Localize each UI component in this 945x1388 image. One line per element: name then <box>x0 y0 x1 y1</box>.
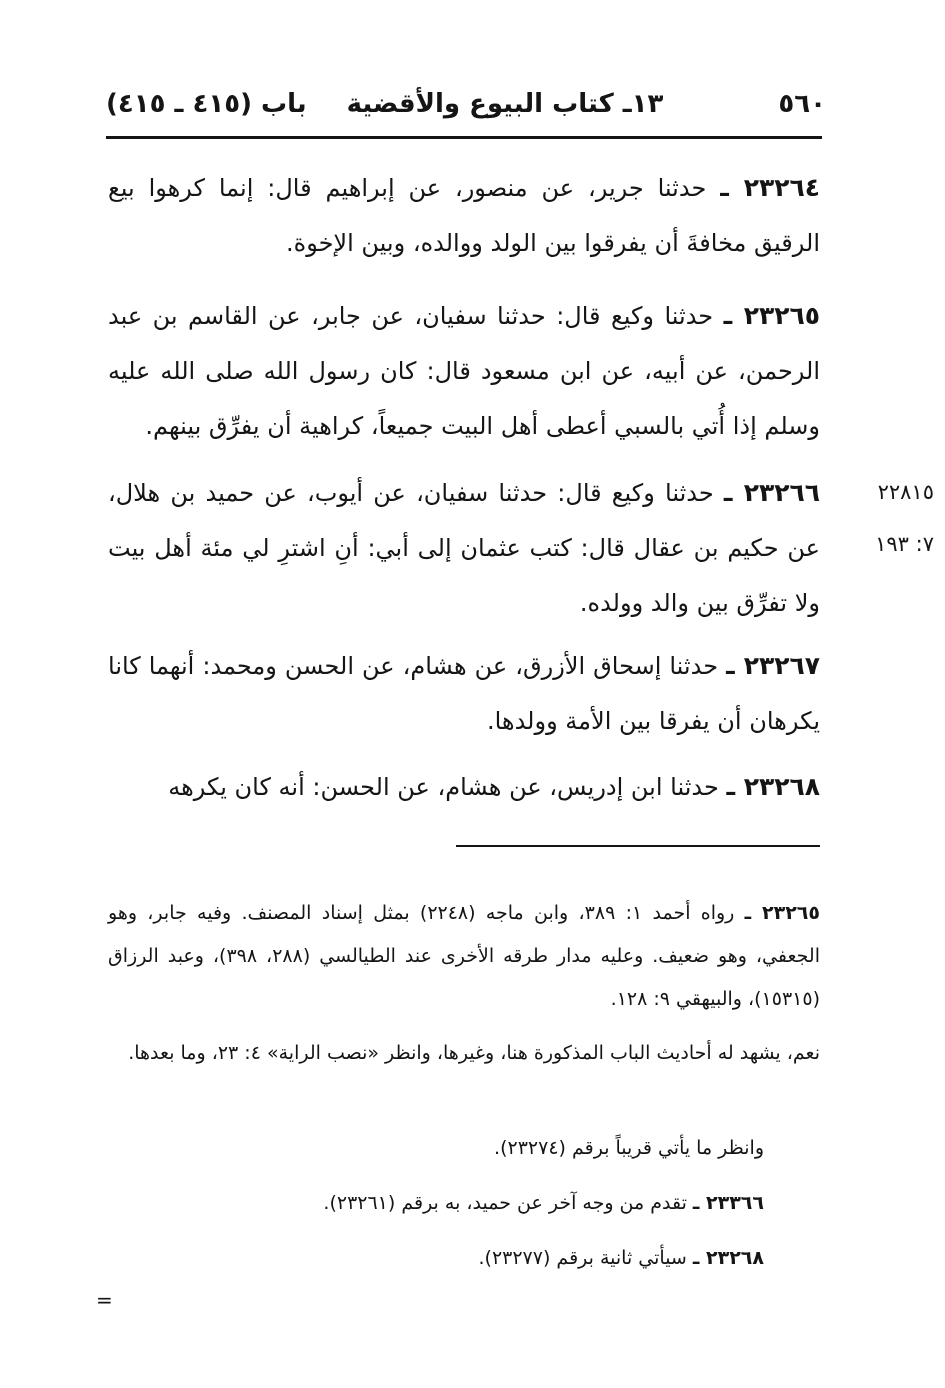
hadith-number: ٢٣٢٦٥ ـ <box>723 301 820 330</box>
hadith-paragraph <box>108 465 820 631</box>
footnote-number: ٢٣٢٦٨ ـ <box>692 1247 764 1269</box>
hadith-number: ٢٣٢٦٤ ـ <box>720 173 820 202</box>
hadith-number: ٢٣٢٦٨ ـ <box>726 772 820 801</box>
header-rule <box>106 136 822 139</box>
footnote <box>108 1032 820 1075</box>
page-number: ٥٦٠ <box>778 89 826 119</box>
margin-note: ٢٢٨١٥ <box>877 480 934 504</box>
hadith-text: حدثنا إسحاق الأزرق، عن هشام، عن الحسن ومحمد: أنهما كانا يكرهان أن يفرقا بين الأمة وولدها. <box>108 652 820 735</box>
hadith-text: حدثنا وكيع قال: حدثنا سفيان، عن جابر، عن القاسم بن عبد الرحمن، عن أبيه، عن ابن مسعود قال: كان رسول الله صلى الله عليه وسلم إذا أُتي بالسبي أعطى أهل البيت جميعاً، كراهية أن يفرِّق بينهم. <box>108 302 820 440</box>
hadith-text: حدثنا وكيع قال: حدثنا سفيان، عن أيوب، عن حميد بن هلال، عن حكيم بن عقال قال: كتب عثمان إلى أبي: أنِ اشترِ لي مئة أهل بيت ولا تفرِّق بين والد وولده. <box>108 479 820 617</box>
chapter-heading: باب (٤١٥ ـ ٤١٥) <box>106 89 307 119</box>
hadith-paragraph <box>108 638 820 749</box>
footnote <box>108 892 820 1021</box>
hadith-paragraph <box>108 288 820 454</box>
hadith-number: ٢٣٢٦٧ ـ <box>726 651 820 680</box>
hadith-number: ٢٣٢٦٦ ـ <box>723 478 820 507</box>
footnote <box>108 1182 820 1225</box>
book-title: ١٣ـ كتاب البيوع والأقضية <box>346 89 664 119</box>
footnote-text: نعم، يشهد له أحاديث الباب المذكورة هنا، وغيرها، وانظر «نصب الراية» ٤: ٢٣، وما بعدها. <box>128 1042 820 1064</box>
footnote <box>108 1237 820 1280</box>
footnote-number: ٢٣٢٦٥ ـ <box>744 902 820 924</box>
footnote-text: وانظر ما يأتي قريباً برقم (٢٣٢٧٤). <box>494 1137 764 1159</box>
footnote-separator <box>456 845 820 847</box>
footnote <box>108 1127 820 1170</box>
continuation-mark: = <box>96 1288 113 1312</box>
footnote-text: سيأتي ثانية برقم (٢٣٢٧٧). <box>478 1247 687 1269</box>
margin-note: ٧: ١٩٣ <box>875 532 934 556</box>
footnote-number: ٢٣٣٦٦ ـ <box>692 1192 764 1214</box>
footnote-text: رواه أحمد ١: ٣٨٩، وابن ماجه (٢٢٤٨) بمثل إسناد المصنف. وفيه جابر، وهو الجعفي، وهو ضعيف. وعليه مدار طرقه الأخرى عند الطيالسي (٢٨٨، ٣٩٨)، وعبد الرزاق (١٥٣١٥)، والبيهقي ٩: ١٢٨. <box>108 902 820 1010</box>
hadith-paragraph <box>108 160 820 271</box>
hadith-text: حدثنا جرير، عن منصور، عن إبراهيم قال: إنما كرهوا بيع الرقيق مخافةَ أن يفرقوا بين الولد ووالده، وبين الإخوة. <box>108 174 820 257</box>
footnote-text: تقدم من وجه آخر عن حميد، به برقم (٢٣٢٦١). <box>323 1192 687 1214</box>
hadith-paragraph <box>108 759 820 815</box>
hadith-text: حدثنا ابن إدريس، عن هشام، عن الحسن: أنه كان يكرهه <box>168 773 719 801</box>
